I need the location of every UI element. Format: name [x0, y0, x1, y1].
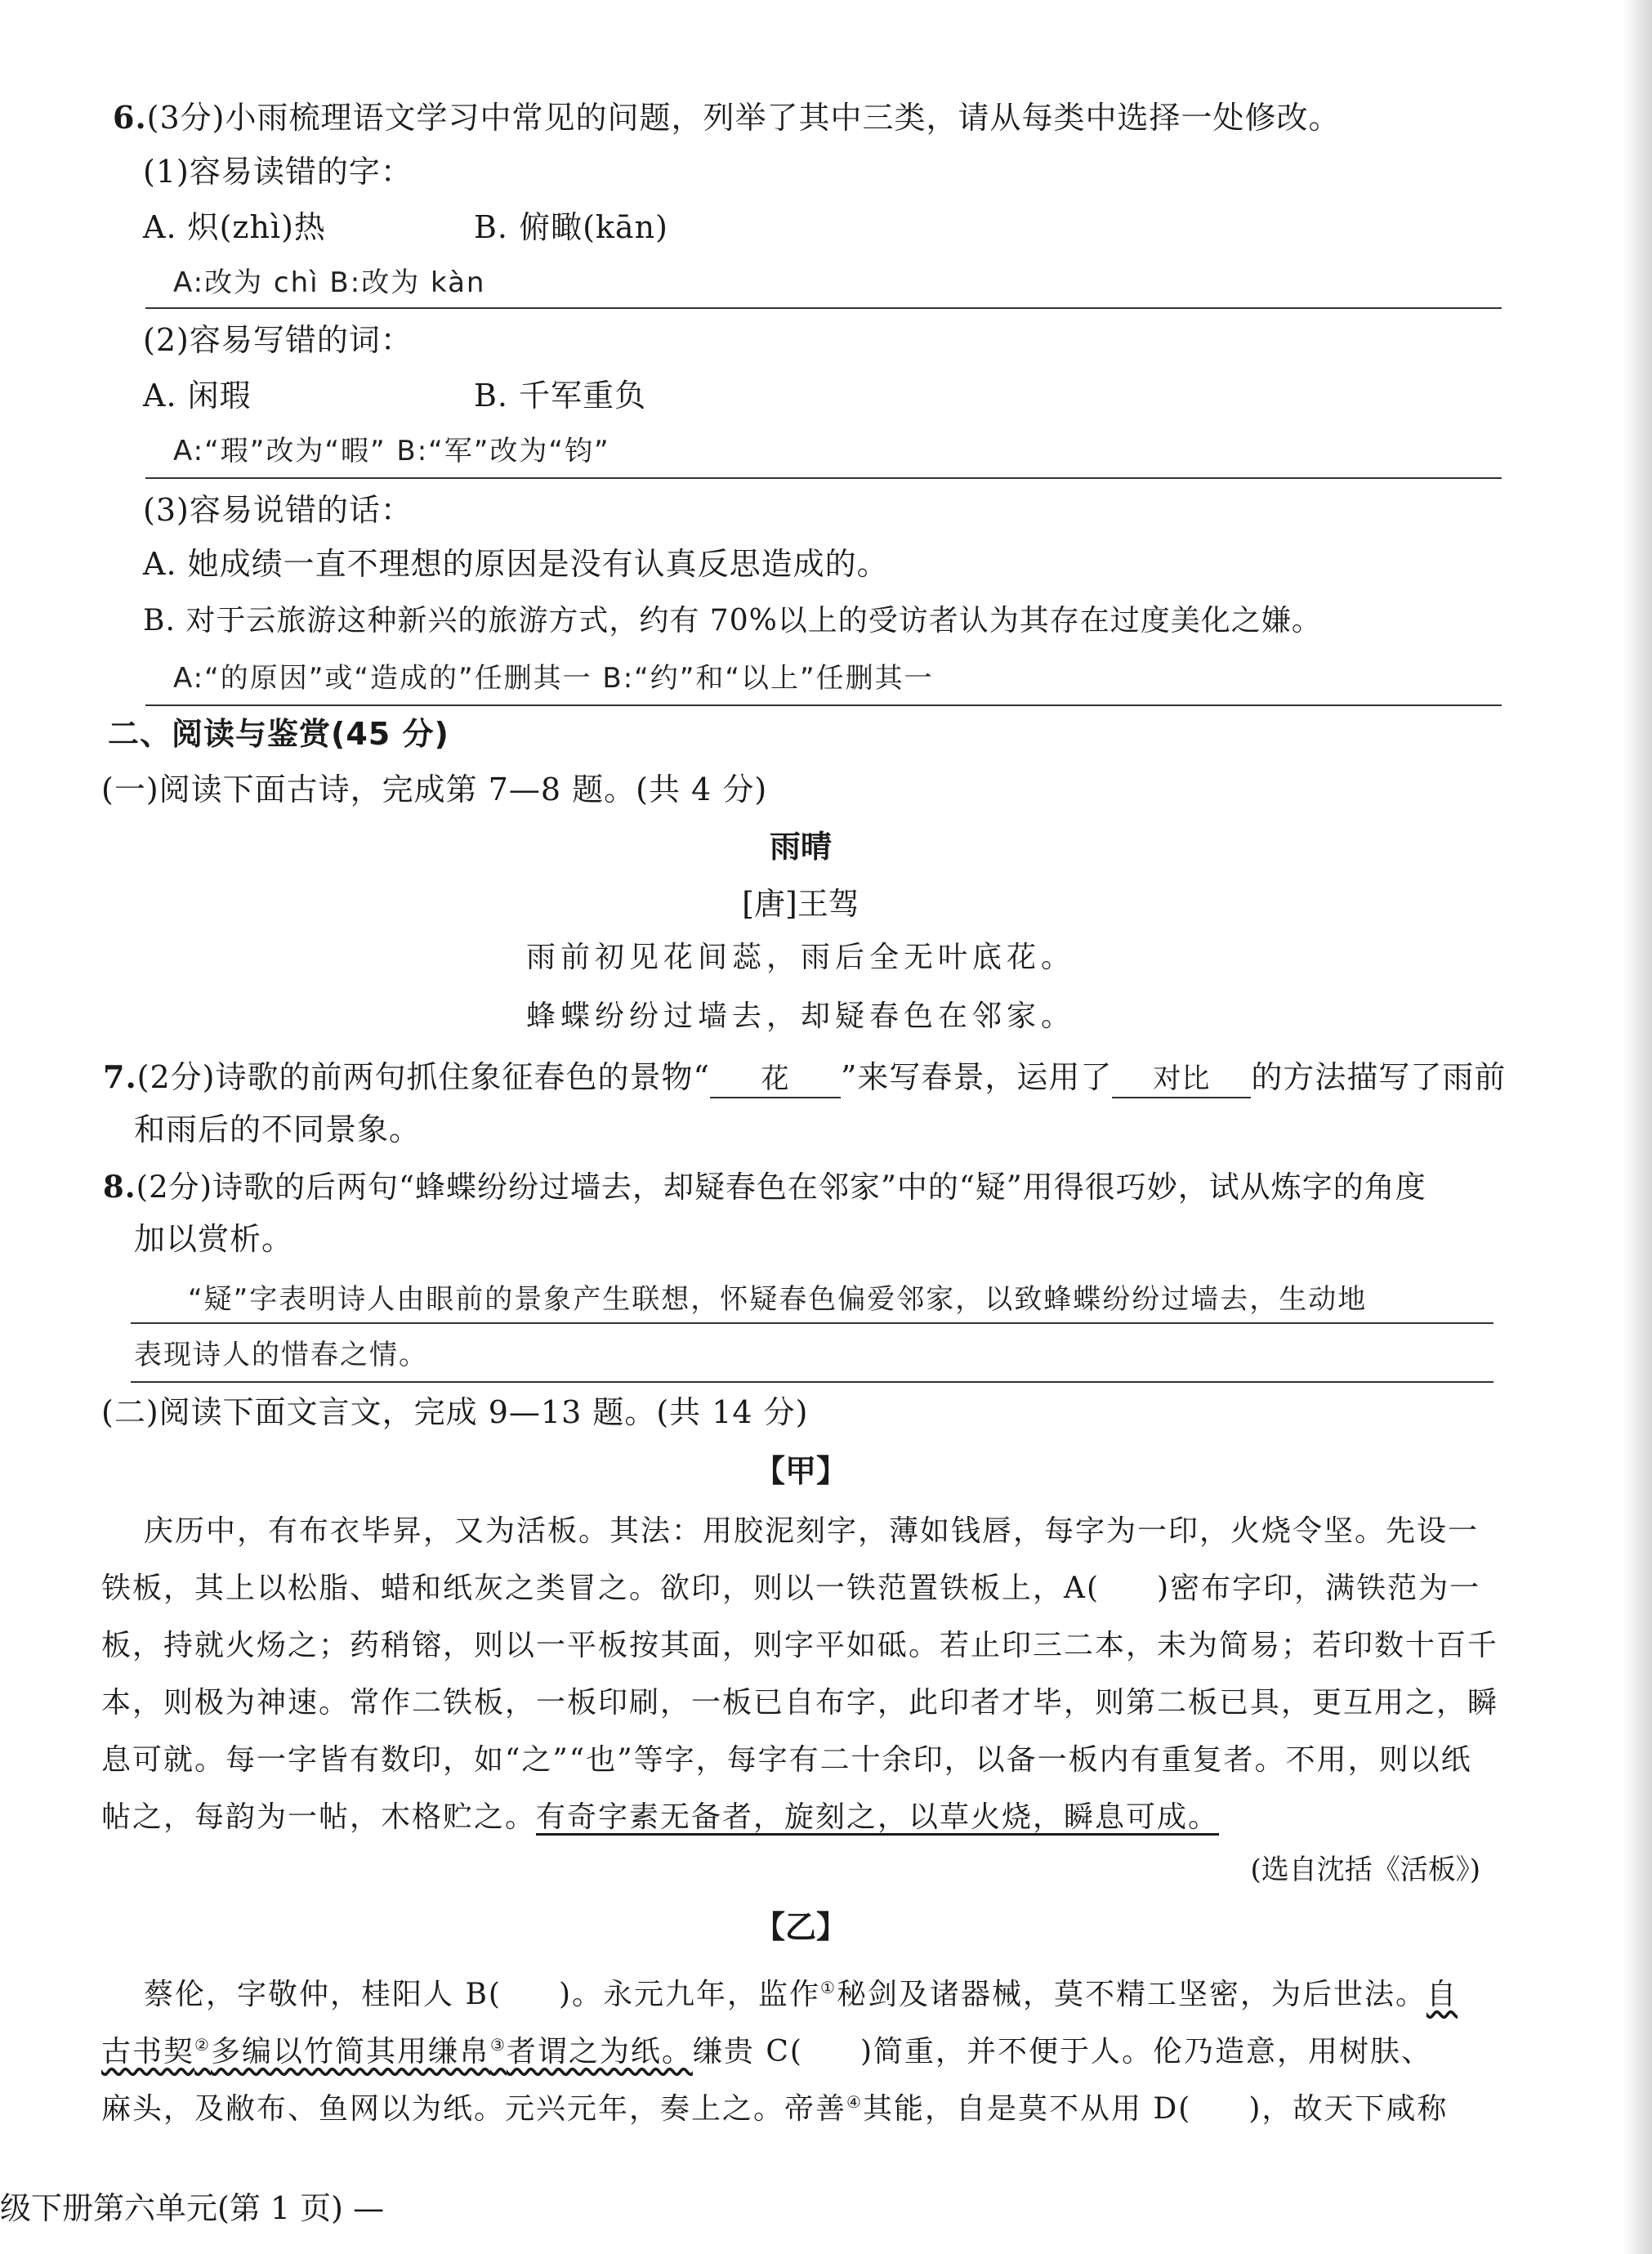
q6-part2-answer: A:“瑕”改为“暇” B:“军”改为“钧” [173, 435, 610, 467]
q8-answer-line-1: “疑”字表明诗人由眼前的景象产生联想，怀疑春色偏爱邻家，以致蜂蝶纷纷过墙去，生动地 [188, 1283, 1368, 1316]
q7-blank-1: 花 [710, 1061, 841, 1098]
page-footer: 级下册第六单元(第 1 页) — [0, 2190, 385, 2226]
poem-title: 雨晴 [769, 829, 832, 865]
jia-source: (选自沈括《活板》) [1250, 1854, 1480, 1886]
jia-line-2: 铁板，其上以松脂、蜡和纸灰之类冒之。欲印，则以一铁范置铁板上，A( )密布字印，满铁范为一 [101, 1572, 1481, 1605]
q7-stem: 7.(2分)诗歌的前两句抓住象征春色的景物“ 花 ”来写春景，运用了 对比 的方法描写了雨前 [103, 1059, 1506, 1098]
jia-line-6: 帖之，每韵为一帖，木格贮之。有奇字素无备者，旋刻之，以草火烧，瞬息可成。 [101, 1800, 1220, 1834]
q6-part2-option-b: B. 千军重负 [474, 378, 647, 414]
answer-line [131, 1322, 1493, 1324]
q6-part1-answer: A:改为 chì B:改为 kàn [173, 266, 486, 299]
wavy-sentence: 古书契②多编以竹简其用缣帛③者谓之为纸。 [101, 2035, 693, 2068]
poem-line-1: 雨前初见花间蕊，雨后全无叶底花。 [525, 941, 1075, 974]
page-edge-shadow [1623, 0, 1652, 2254]
q6-part3-label: (3)容易说错的话： [143, 492, 413, 528]
yi-line-2: 古书契②多编以竹简其用缣帛③者谓之为纸。缣贵 C( )简重，并不便于人。伦乃造意，用树肤、 [101, 2035, 1433, 2068]
answer-line [145, 704, 1502, 706]
answer-line [145, 477, 1502, 479]
part1-instruction: (一)阅读下面古诗，完成第 7—8 题。(共 4 分) [101, 771, 768, 807]
underlined-sentence: 有奇字素无备者，旋刻之，以草火烧，瞬息可成。 [536, 1800, 1220, 1834]
answer-line [131, 1381, 1493, 1383]
q7-stem-line-2: 和雨后的不同景象。 [134, 1111, 422, 1147]
q6-stem: 6.(3分)小雨梳理语文学习中常见的问题，列举了其中三类，请从每类中选择一处修改。 [113, 99, 1341, 136]
q6-part1-label: (1)容易读错的字： [143, 154, 413, 190]
text-yi-label: 【乙】 [753, 1909, 847, 1945]
q7-blank-2: 对比 [1112, 1061, 1251, 1098]
q6-part3-option-b: B. 对于云旅游这种新兴的旅游方式，约有 70%以上的受访者认为其存在过度美化之嫌。 [143, 604, 1322, 637]
poem-author: [唐]王驾 [742, 886, 859, 922]
q8-answer-line-2: 表现诗人的惜春之情。 [134, 1339, 428, 1371]
q6-part3-answer: A:“的原因”或“造成的”任删其一 B:“约”和“以上”任删其一 [173, 662, 934, 695]
q6-part2-label: (2)容易写错的词： [143, 322, 413, 358]
jia-line-5: 息可就。每一字皆有数印，如“之”“也”等字，每字有二十余印，以备一板内有重复者。不用，则以纸 [101, 1743, 1472, 1777]
q8-stem: 8.(2分)诗歌的后两句“蜂蝶纷纷过墙去，却疑春色在邻家”中的“疑”用得很巧妙，试从炼字的角度 [103, 1169, 1427, 1205]
q6-part2-option-a: A. 闲瑕 [143, 378, 252, 414]
yi-line-1: 蔡伦，字敬仲，桂阳人 B( )。永元九年，监作①秘剑及诸器械，莫不精工坚密，为后世法。自 [144, 1978, 1458, 2011]
q6-part3-option-a: A. 她成绩一直不理想的原因是没有认真反思造成的。 [143, 546, 889, 582]
part2-instruction: (二)阅读下面文言文，完成 9—13 题。(共 14 分) [101, 1394, 809, 1430]
jia-line-4: 本，则极为神速。常作二铁板，一板印刷，一板已自布字，此印者才毕，则第二板已具，更互用之，瞬 [101, 1686, 1499, 1720]
answer-line [145, 307, 1502, 309]
jia-line-1: 庆历中，有布衣毕昇，又为活板。其法：用胶泥刻字，薄如钱唇，每字为一印，火烧令坚。先设一 [144, 1514, 1480, 1548]
text-jia-label: 【甲】 [753, 1453, 847, 1489]
q6-part1-option-b: B. 俯瞰(kān) [474, 209, 668, 245]
section-title: 二、阅读与鉴赏(45 分) [108, 716, 449, 752]
jia-line-3: 板，持就火炀之；药稍镕，则以一平板按其面，则字平如砥。若止印三二本，未为简易；若印数十百千 [101, 1629, 1499, 1662]
poem-line-2: 蜂蝶纷纷过墙去，却疑春色在邻家。 [525, 1000, 1075, 1033]
q8-stem-line-2: 加以赏析。 [134, 1221, 294, 1257]
yi-line-3: 麻头，及敝布、鱼网以为纸。元兴元年，奏上之。帝善④其能，自是莫不从用 D( )，故天下咸称 [101, 2092, 1449, 2126]
q6-part1-option-a: A. 炽(zhì)热 [143, 209, 326, 245]
